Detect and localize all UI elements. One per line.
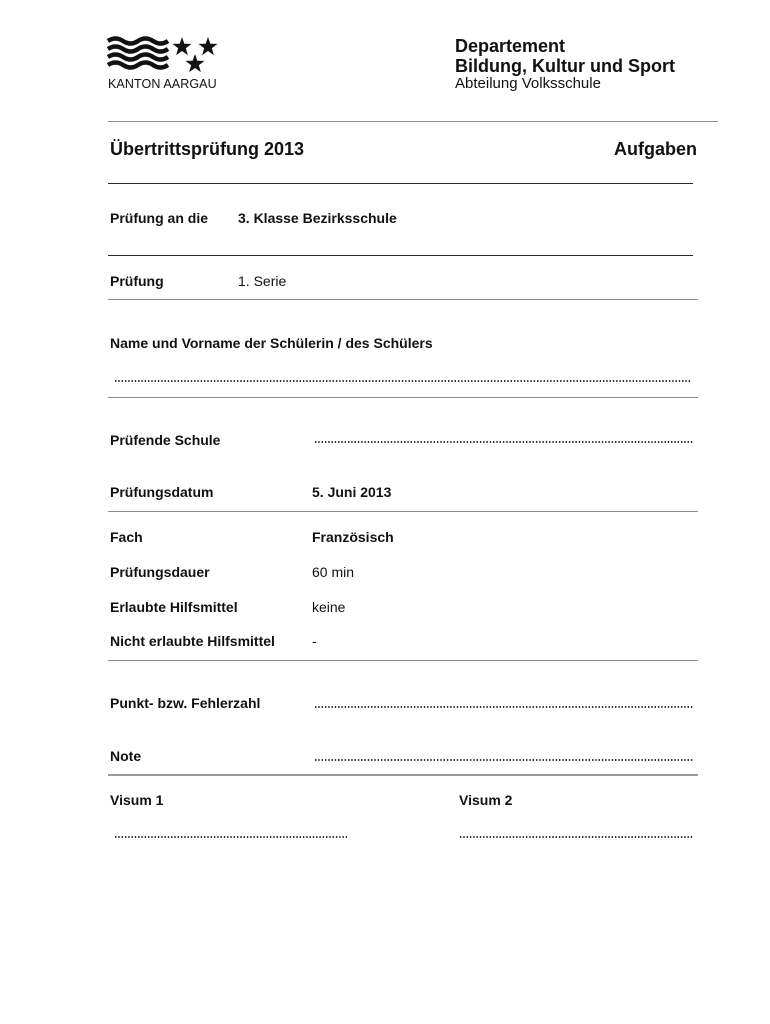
visum-2-label: Visum 2 bbox=[459, 792, 513, 808]
score-label: Punkt- bzw. Fehlerzahl bbox=[110, 695, 261, 711]
visum-1-signature-field[interactable] bbox=[115, 836, 347, 838]
star-icon bbox=[198, 37, 217, 55]
exam-for-label: Prüfung an die bbox=[110, 210, 208, 226]
department-name: Bildung, Kultur und Sport bbox=[455, 56, 675, 76]
duration-value: 60 min bbox=[312, 564, 355, 580]
grade-field[interactable] bbox=[315, 759, 693, 761]
section-divider bbox=[108, 299, 698, 300]
student-name-field[interactable] bbox=[115, 380, 692, 382]
score-field[interactable] bbox=[315, 706, 693, 708]
visum-1-label: Visum 1 bbox=[110, 792, 164, 808]
allowed-aids-label: Erlaubte Hilfsmittel bbox=[110, 599, 238, 615]
title-divider bbox=[108, 183, 693, 184]
duration-label: Prüfungsdauer bbox=[110, 564, 210, 580]
waves-icon bbox=[108, 39, 168, 68]
star-icon bbox=[185, 54, 204, 72]
subject-value: Französisch bbox=[312, 529, 394, 545]
section-divider bbox=[108, 774, 698, 776]
section-divider bbox=[108, 255, 693, 256]
kanton-aargau-logo bbox=[106, 34, 222, 74]
subject-label: Fach bbox=[110, 529, 143, 545]
exam-series-label: Prüfung bbox=[110, 273, 164, 289]
department-title: Departement bbox=[455, 36, 566, 56]
exam-date-label: Prüfungsdatum bbox=[110, 484, 214, 500]
student-name-label: Name und Vorname der Schülerin / des Schülers bbox=[110, 335, 433, 351]
star-icon bbox=[172, 37, 191, 55]
section-divider bbox=[108, 397, 698, 398]
section-divider bbox=[108, 511, 698, 512]
exam-series-value: 1. Serie bbox=[238, 273, 287, 289]
allowed-aids-value: keine bbox=[312, 599, 346, 615]
canton-name: KANTON AARGAU bbox=[108, 77, 217, 91]
grade-label: Note bbox=[110, 748, 142, 764]
school-label: Prüfende Schule bbox=[110, 432, 221, 448]
forbidden-aids-label: Nicht erlaubte Hilfsmittel bbox=[110, 633, 275, 649]
exam-for-value: 3. Klasse Bezirksschule bbox=[238, 210, 397, 226]
division-name: Abteilung Volksschule bbox=[455, 75, 601, 92]
section-title: Aufgaben bbox=[614, 139, 697, 159]
header-divider bbox=[108, 121, 718, 122]
exam-title: Übertrittsprüfung 2013 bbox=[110, 139, 305, 159]
exam-date-value: 5. Juni 2013 bbox=[312, 484, 392, 500]
section-divider bbox=[108, 660, 698, 661]
school-field[interactable] bbox=[315, 441, 693, 443]
forbidden-aids-value: - bbox=[312, 633, 317, 649]
visum-2-signature-field[interactable] bbox=[460, 836, 693, 838]
